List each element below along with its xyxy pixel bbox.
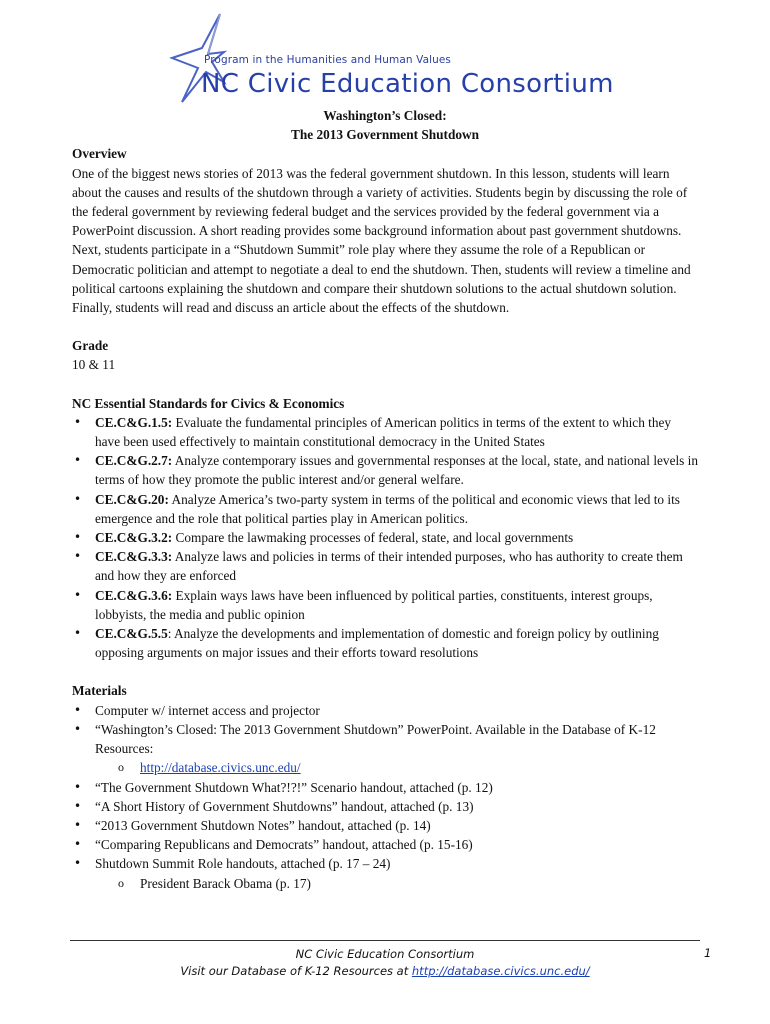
- page-number: 1: [704, 946, 712, 960]
- material-item: • “2013 Government Shutdown Notes” handout, attached (p. 14): [72, 816, 698, 835]
- grade-value: 10 & 11: [72, 357, 116, 373]
- material-item: • Shutdown Summit Role handouts, attached (p. 17 – 24): [72, 854, 698, 873]
- page-footer: [70, 946, 700, 980]
- doc-title-line1: Washington’s Closed:: [323, 108, 447, 123]
- material-item: • “A Short History of Government Shutdowns” handout, attached (p. 13): [72, 797, 698, 816]
- document-body: [72, 106, 698, 893]
- materials-list: [72, 701, 698, 893]
- standard-item: • CE.C&G.3.3: Analyze laws and policies in terms of their intended purposes, who has authority to create them and how they are enforced: [72, 547, 698, 585]
- material-item: • “The Government Shutdown What?!?!” Scenario handout, attached (p. 12): [72, 778, 698, 797]
- org-name: NC Civic Education Consortium: [201, 69, 614, 99]
- material-item: • “Washington’s Closed: The 2013 Government Shutdown” PowerPoint. Available in the Database of K-12 Resources:: [72, 720, 698, 758]
- standards-list: [72, 413, 698, 663]
- standard-item: • CE.C&G.1.5: Evaluate the fundamental principles of American politics in terms of the extent to which they have been used effectively to maintain constitutional democracy in the United States: [72, 413, 698, 451]
- material-subitem: o President Barack Obama (p. 17): [72, 874, 698, 893]
- material-subitem: [72, 758, 698, 777]
- overview-heading: Overview: [72, 146, 127, 162]
- standards-heading: NC Essential Standards for Civics & Economics: [72, 395, 345, 411]
- footer-visit: Visit our Database of K-12 Resources at http://database.civics.unc.edu/: [180, 964, 590, 978]
- database-link[interactable]: http://database.civics.unc.edu/: [140, 760, 301, 776]
- standard-item: • CE.C&G.3.6: Explain ways laws have been influenced by political parties, constituents, interest groups, lobbyists, the media and public opinion: [72, 586, 698, 624]
- material-item: • Computer w/ internet access and projector: [72, 701, 698, 720]
- standard-item: • CE.C&G.3.2: Compare the lawmaking processes of federal, state, and local governments: [72, 528, 698, 547]
- footer-org: NC Civic Education Consortium: [295, 947, 475, 961]
- program-subtitle: Program in the Humanities and Human Values: [204, 54, 452, 66]
- materials-heading: Materials: [72, 683, 127, 699]
- grade-heading: Grade: [72, 338, 109, 354]
- material-item: • “Comparing Republicans and Democrats” handout, attached (p. 15-16): [72, 835, 698, 854]
- standard-item: • CE.C&G.5.5: Analyze the developments and implementation of domestic and foreign policy by outlining opposing arguments on major issues and their efforts toward resolutions: [72, 624, 698, 662]
- doc-title-line2: The 2013 Government Shutdown: [290, 127, 480, 143]
- standard-item: • CE.C&G.20: Analyze America’s two-party system in terms of the political and economic views that led to its emergence and the role that political parties play in American politics.: [72, 490, 698, 528]
- standard-item: • CE.C&G.2.7: Analyze contemporary issues and governmental responses at the local, state, and national levels in terms of how they promote the public interest and/or general welfare.: [72, 451, 698, 489]
- overview-text: One of the biggest news stories of 2013 was the federal government shutdown. In this lesson, students will learn about the causes and results of the shutdown through a variety of activities. Students begin by discussing the role of the federal government by reviewing federal budget and the services provided by the federal government via a PowerPoint discussion. A short reading provides some background information about past government shutdowns. Next, students participate in a “Shutdown Summit” role play where they assume the role of a Republican or Democratic politician and attempt to negotiate a deal to end the shutdown. Then, students will review a timeline and political cartoons explaining the shutdown and compare their shutdown solutions to the actual shutdown solution. Finally, students will read and discuss an article about the effects of the shutdown.: [72, 165, 691, 316]
- footer-database-link[interactable]: http://database.civics.unc.edu/: [411, 964, 590, 978]
- footer-divider: [70, 940, 700, 941]
- logo: [168, 12, 614, 104]
